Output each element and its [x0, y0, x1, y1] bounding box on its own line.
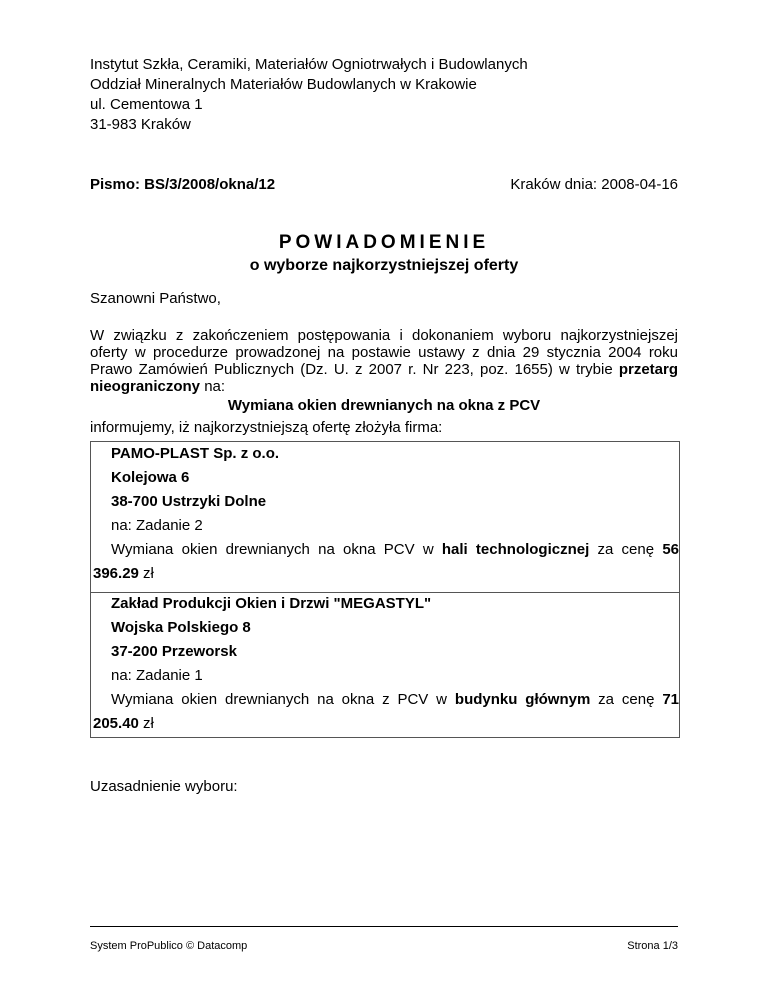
- offer-description: [91, 688, 679, 712]
- description-text: Wymiana okien drewnianych na okna z PCV w: [111, 691, 455, 708]
- justification-heading: Uzasadnienie wyboru:: [90, 778, 238, 795]
- winning-offers-box: [90, 441, 680, 738]
- currency: zł: [138, 565, 154, 582]
- contract-subject: Wymiana okien drewnianych na okna z PCV: [227, 397, 541, 414]
- document-title: POWIADOMIENIE: [278, 232, 490, 253]
- description-text: Wymiana okien drewnianych na okna PCV w: [111, 541, 442, 558]
- address-line: Instytut Szkła, Ceramiki, Materiałów Ogniotrwałych i Budowlanych: [90, 56, 528, 73]
- price-label: za cenę: [589, 541, 663, 558]
- sender-address: [90, 55, 528, 135]
- address-line: Oddział Mineralnych Materiałów Budowlanych w Krakowie: [90, 76, 477, 93]
- footer-system: System ProPublico © Datacomp: [90, 940, 248, 952]
- location-text: budynku głównym: [454, 691, 591, 708]
- procedure-mode: przetarg nieograniczony: [90, 361, 678, 395]
- company-city: 37-200 Przeworsk: [111, 643, 237, 660]
- company-city: 38-700 Ustrzyki Dolne: [111, 493, 267, 510]
- offer-entry: [91, 442, 679, 586]
- company-name: PAMO-PLAST Sp. z o.o.: [111, 445, 280, 462]
- offer-description: [91, 538, 679, 562]
- currency: zł: [138, 715, 154, 732]
- intro-suffix: na:: [200, 378, 226, 395]
- greeting: Szanowni Państwo,: [90, 290, 221, 307]
- page-number: Strona 1/3: [627, 940, 678, 952]
- letter-reference: Pismo: BS/3/2008/okna/12: [90, 176, 276, 193]
- company-street: Kolejowa 6: [111, 469, 190, 486]
- price-value-part: 56: [662, 541, 679, 558]
- document-subtitle: o wyborze najkorzystniejszej oferty: [249, 257, 519, 274]
- price-value-part: 396.29: [93, 565, 139, 582]
- price-label: za cenę: [590, 691, 663, 708]
- price-continuation: [91, 562, 679, 586]
- task-label: na: Zadanie 2: [111, 517, 203, 534]
- footer-divider: [90, 926, 678, 927]
- company-street: Wojska Polskiego 8: [111, 619, 251, 636]
- price-value-part: 71: [662, 691, 680, 708]
- intro-paragraph: [90, 327, 678, 395]
- offer-entry: [91, 592, 679, 736]
- company-name: Zakład Produkcji Okien i Drzwi "MEGASTYL": [111, 595, 432, 612]
- location-text: hali technologicznej: [441, 541, 590, 558]
- price-continuation: [91, 712, 679, 736]
- address-line: ul. Cementowa 1: [90, 96, 203, 113]
- price-value-part: 205.40: [93, 715, 139, 732]
- task-label: na: Zadanie 1: [111, 667, 203, 684]
- inform-line: informujemy, iż najkorzystniejszą ofertę złożyła firma:: [90, 419, 443, 436]
- letter-date: Kraków dnia: 2008-04-16: [510, 176, 678, 193]
- intro-text: W związku z zakończeniem postępowania i dokonaniem wyboru najkorzystniejszej oferty w procedurze prowadzonej na postawie ustawy z dnia 29 stycznia 2004 roku Prawo Zamówień Publicznych (Dz. U. z 2007 r. Nr 223, poz. 1655) w trybie: [90, 327, 678, 378]
- address-line: 31-983 Kraków: [90, 116, 191, 133]
